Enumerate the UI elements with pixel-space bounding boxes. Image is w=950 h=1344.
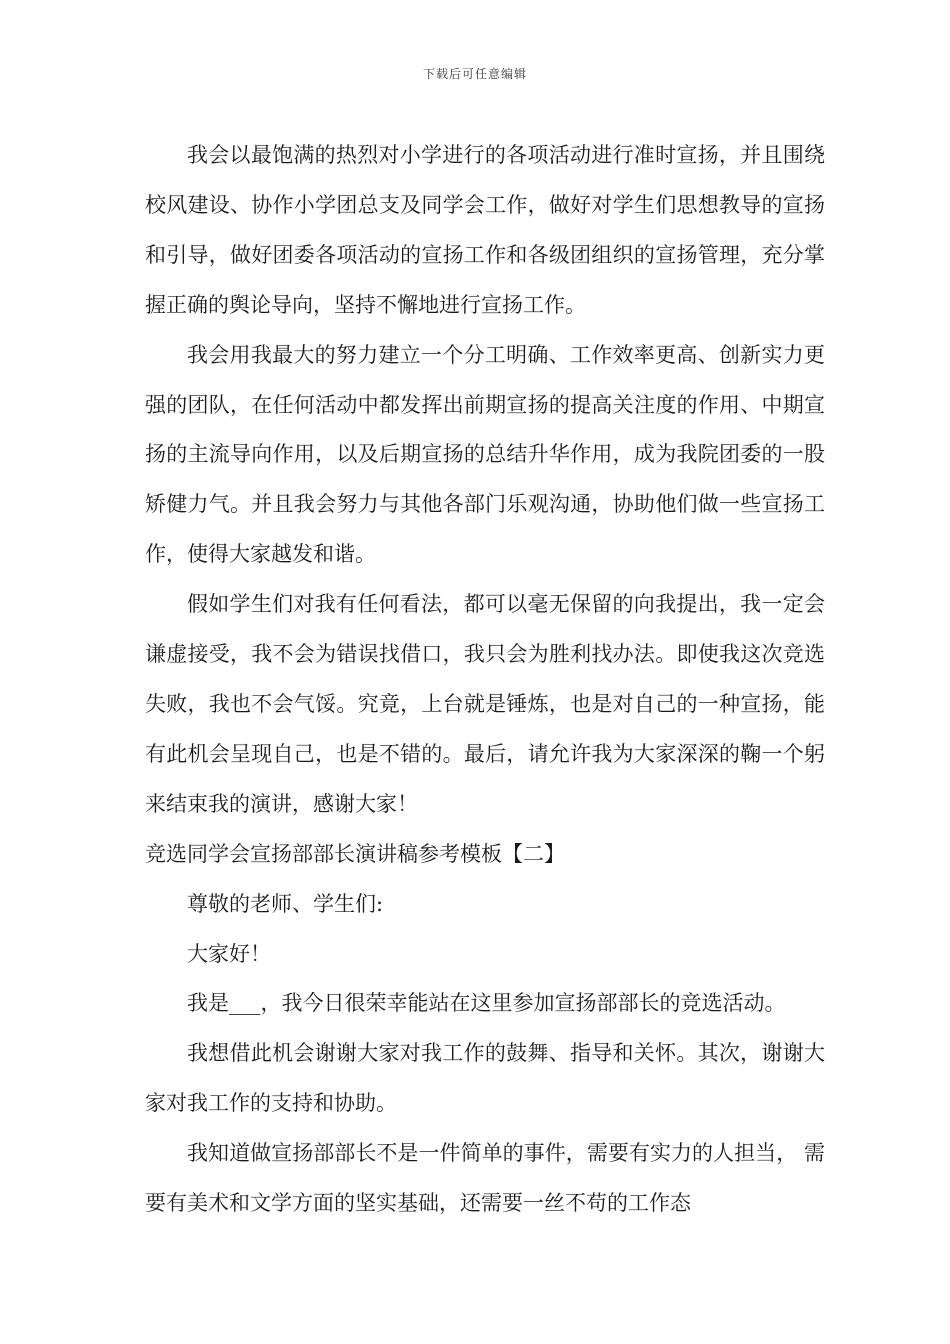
salutation: 尊敬的老师、学生们: bbox=[187, 891, 384, 916]
page-header: 下载后可任意编辑 bbox=[422, 67, 527, 81]
document-body bbox=[145, 131, 825, 1229]
paragraph: 我会用我最大的努力建立一个分工明确、工作效率更高、创新实力更强的团队，在任何活动中都发挥出前期宣扬的提高关注度的作用、中期宣扬的主流导向作用，以及后期宣扬的总结升华作用，成为我院团委的一股矫健力气。并且我会努力与其他各部门乐观沟通，协助他们做一些宣扬工作，使得大家越发和谐。 bbox=[145, 342, 825, 567]
section-title: 竞选同学会宣扬部部长演讲稿参考模板【二】 bbox=[145, 841, 565, 866]
paragraph: 我会以最饱满的热烈对小学进行的各项活动进行准时宣扬，并且围绕校风建设、协作小学团总支及同学会工作，做好对学生们思想教导的宣扬和引导，做好团委各项活动的宣扬工作和各级团组织的宣扬管理，充分掌握正确的舆论导向，坚持不懈地进行宣扬工作。 bbox=[145, 143, 825, 317]
greeting: 大家好！ bbox=[187, 941, 271, 966]
paragraph: 我想借此机会谢谢大家对我工作的鼓舞、指导和关怀。其次，谢谢大家对我工作的支持和协助。 bbox=[145, 1041, 825, 1116]
paragraph: 我知道做宣扬部部长不是一件简单的事件，需要有实力的人担当， 需要有美术和文学方面的坚实基础，还需要一丝不苟的工作态 bbox=[145, 1141, 825, 1216]
paragraph: 我是___，我今日很荣幸能站在这里参加宣扬部部长的竞选活动。 bbox=[187, 991, 786, 1016]
paragraph: 假如学生们对我有任何看法，都可以毫无保留的向我提出，我一定会谦虚接受，我不会为错误找借口，我只会为胜利找办法。即使我这次竞选失败，我也不会气馁。究竟，上台就是锤炼，也是对自己的一种宣扬，能有此机会呈现自己，也是不错的。最后，请允许我为大家深深的鞠一个躬来结束我的演讲，感谢大家！ bbox=[145, 592, 825, 816]
